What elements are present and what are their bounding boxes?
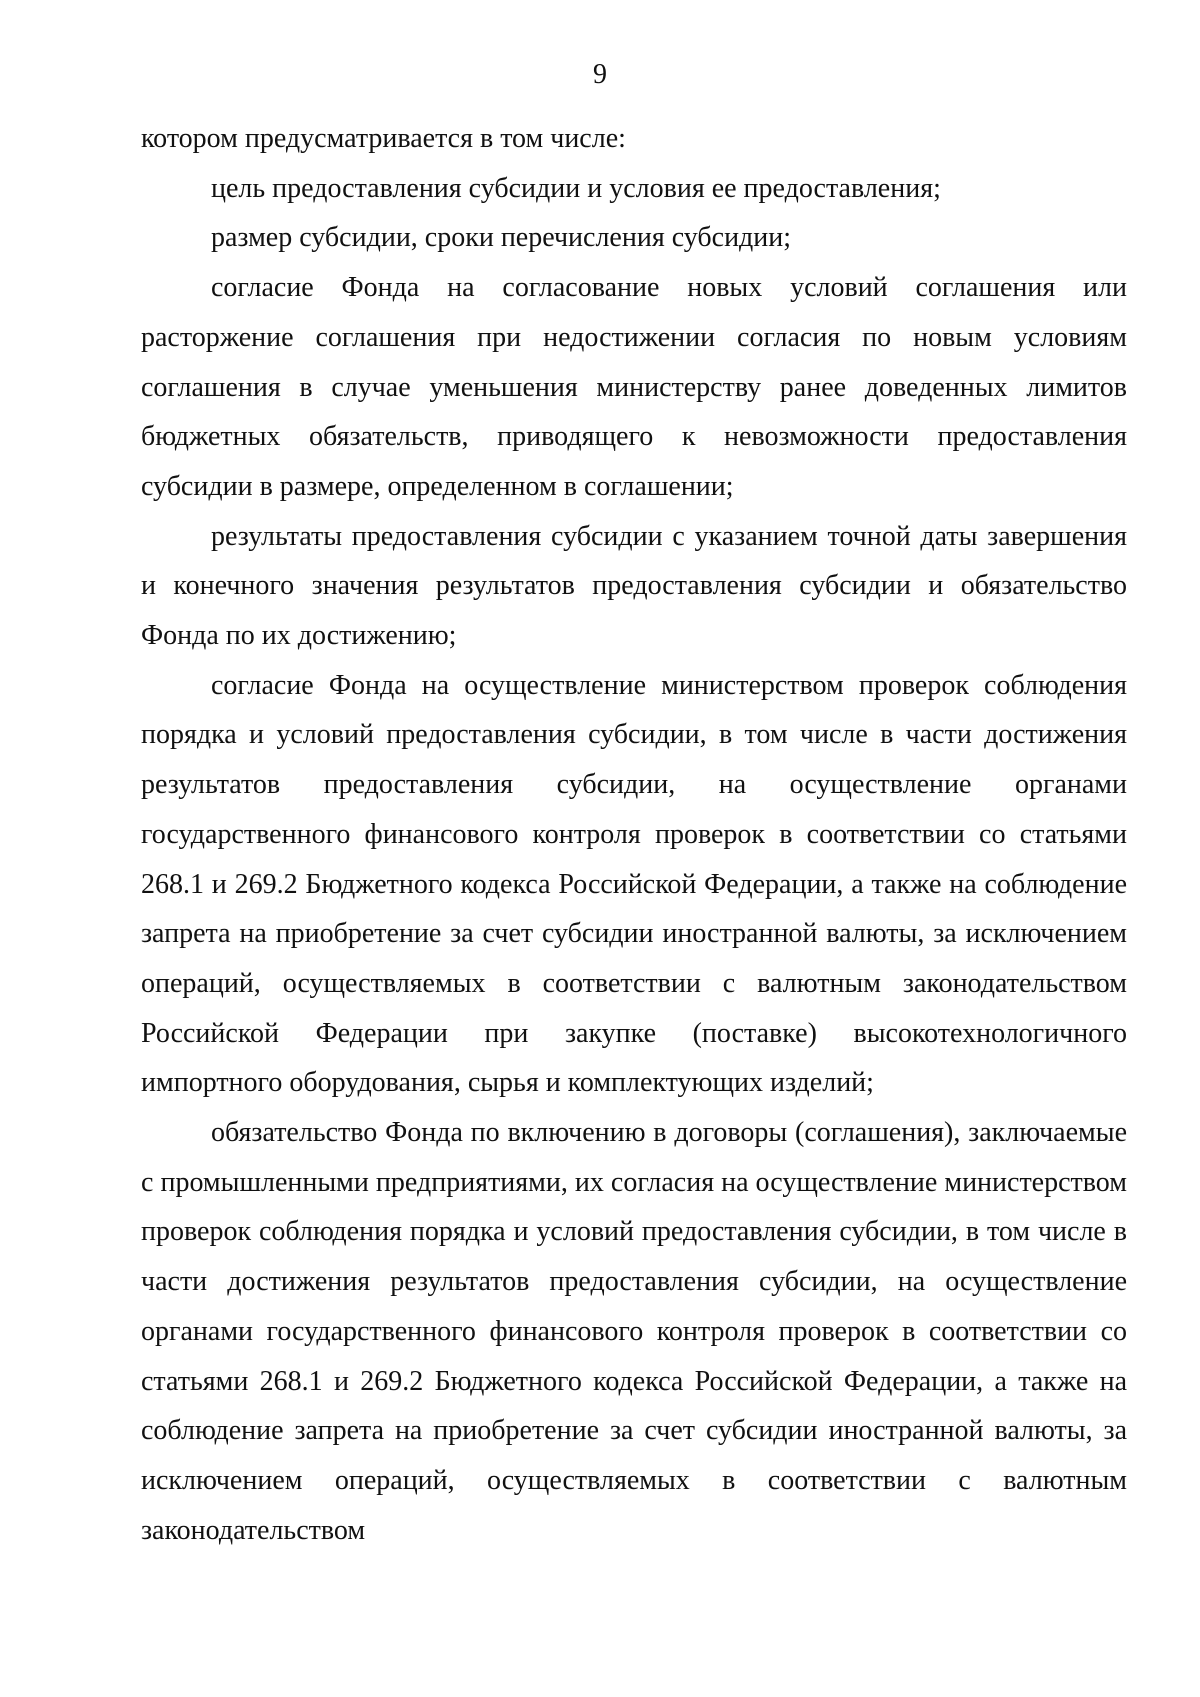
paragraph-fund-consent-inspections: согласие Фонда на осуществление министерством проверок соблюдения порядка и условий предоставления субсидии, в том числе в части достижения результатов предоставления субсидии, на осуществление органами государственного финансового контроля проверок в соответствии со статьями 268.1 и 269.2 Бюджетного кодекса Российской Федерации, а также на соблюдение запрета на приобретение за счет субсидии иностранной валюты, за исключением операций, осуществляемых в соответствии с валютным законодательством Российской Федерации при закупке (поставке) высокотехнологичного импортного оборудования, сырья и комплектующих изделий; — [141, 669, 1127, 1099]
document-body — [141, 114, 1127, 1555]
page-number: 9 — [593, 59, 607, 90]
paragraph-continuation: котором предусматривается в том числе: — [141, 123, 626, 154]
paragraph-subsidy-purpose: цель предоставления субсидии и условия ее предоставления; — [211, 172, 941, 204]
paragraph-subsidy-amount: размер субсидии, сроки перечисления субсидии; — [211, 222, 792, 254]
paragraph-subsidy-results: результаты предоставления субсидии с указанием точной даты завершения и конечного значения результатов предоставления субсидии и обязательство Фонда по их достижению; — [141, 520, 1127, 652]
paragraph-fund-consent-new-terms: согласие Фонда на согласование новых условий соглашения или расторжение соглашения при недостижении согласия по новым условиям соглашения в случае уменьшения министерству ранее доведенных лимитов бюджетных обязательств, приводящего к невозможности предоставления субсидии в размере, определенном в соглашении; — [141, 272, 1127, 502]
paragraph-fund-obligation-contracts: обязательство Фонда по включению в договоры (соглашения), заключаемые с промышленными предприятиями, их согласия на осуществление министерством проверок соблюдения порядка и условий предоставления субсидии, в том числе в части достижения результатов предоставления субсидии, на осуществление органами государственного финансового контроля проверок в соответствии со статьями 268.1 и 269.2 Бюджетного кодекса Российской Федерации, а также на соблюдение запрета на приобретение за счет субсидии иностранной валюты, за исключением операций, осуществляемых в соответствии с валютным законодательством — [141, 1117, 1127, 1546]
